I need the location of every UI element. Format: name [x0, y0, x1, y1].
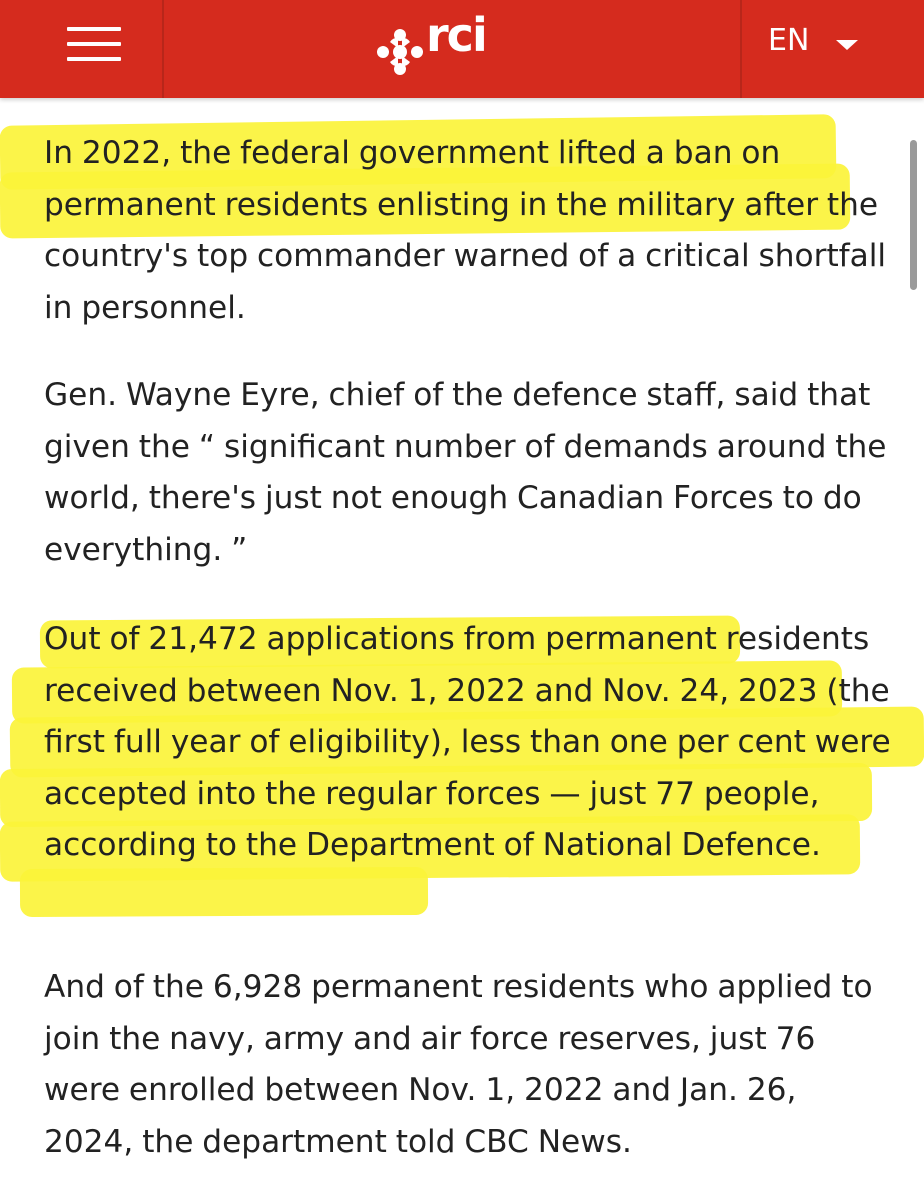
- top-nav-bar: [0, 0, 924, 98]
- article-paragraph: And of the 6,928 permanent residents who applied to join the navy, army and air force reserves, just 76 were enrolled between Nov. 1, 2022 and Jan. 26, 2024, the department told CBC News.: [44, 969, 873, 1160]
- article-body: [0, 98, 924, 1200]
- logo-wordmark: rci: [426, 8, 486, 62]
- cbc-gem-icon: [376, 28, 424, 76]
- language-selector[interactable]: [740, 0, 924, 98]
- article-paragraph: Gen. Wayne Eyre, chief of the defence staff, said that given the “ significant number of demands around the world, there's just not enough Canadian Forces to do everything. ”: [44, 377, 887, 568]
- hamburger-menu-icon-bar: [67, 42, 121, 46]
- article-paragraph: Out of 21,472 applications from permanent residents received between Nov. 1, 2022 and Nov. 24, 2023 (the first full year of eligibility), less than one per cent were accepted into the regular forces — just 77 people, according to the Department of National Defence.: [44, 621, 891, 863]
- header-divider: [162, 0, 164, 98]
- highlight-mark: [20, 867, 428, 917]
- menu-button[interactable]: [0, 0, 162, 98]
- caret-down-icon: [836, 40, 858, 50]
- language-label: EN: [768, 23, 810, 58]
- hamburger-menu-icon: [67, 27, 121, 31]
- hamburger-menu-icon-bar: [67, 57, 121, 61]
- rci-logo[interactable]: [376, 8, 516, 64]
- article-paragraph: In 2022, the federal government lifted a ban on permanent residents enlisting in the military after the country's top commander warned of a critical shortfall in personnel.: [44, 135, 887, 326]
- scrollbar-thumb[interactable]: [910, 140, 917, 290]
